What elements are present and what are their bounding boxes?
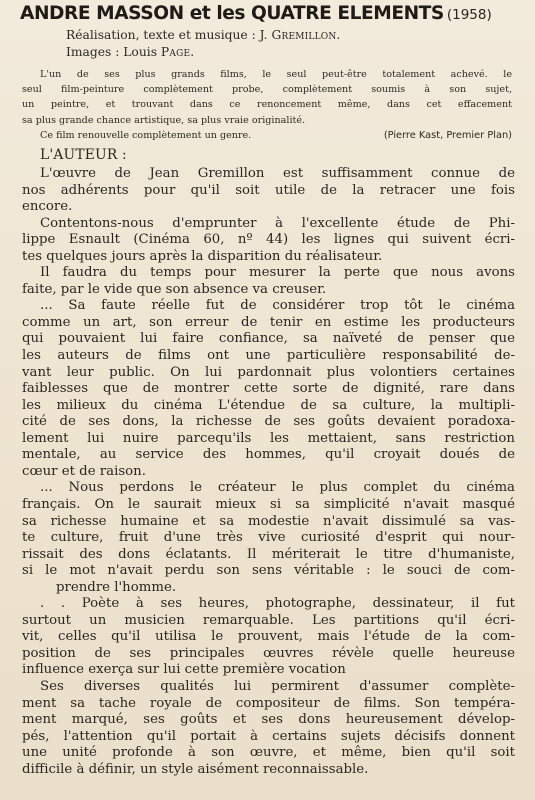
body-line: ment sa tache royale de compositeur de films. Son tempéra- — [22, 695, 515, 711]
body-line: position de ses principales œuvres révèle quelle heureuse — [22, 645, 515, 661]
article-header — [20, 3, 515, 26]
body-line: prendre l'homme. — [56, 579, 177, 595]
body-line: une unité profonde à son œuvre, et même, bien qu'il soit — [22, 745, 515, 761]
credit-realisation-prefix: Réalisation, texte et musique : J. — [66, 28, 272, 42]
quote-signature: (Pierre Kast, Premier Plan) — [383, 129, 512, 141]
film-year: (1958) — [446, 7, 492, 23]
film-title: ANDRE MASSON et les QUATRE ELEMENTS — [20, 3, 444, 24]
body-line: vit, celles qu'il utilisa le prouvent, mais l'étude de la com- — [22, 629, 515, 645]
body-line: surtout un musicien remarquable. Les partitions qu'il écri- — [22, 612, 515, 628]
body-line: tes quelques jours après la disparition du réalisateur. — [22, 248, 383, 264]
body-line: ... Nous perdons le créateur le plus complet du cinéma — [40, 480, 515, 496]
body-line: ment marqué, ses goûts et ses dons heureusement dévelop- — [22, 712, 515, 728]
body-line: lement lui nuire parcequ'ils les mettaient, sans restriction — [22, 430, 515, 446]
intro-line: L'un de ses plus grands films, le seul peut-être totalement achevé. le — [40, 69, 512, 80]
body-line: Il faudra du temps pour mesurer la perte que nous avons — [40, 265, 515, 281]
body-line: pés, l'attention qu'il portait à certains sujets décisifs donnent — [22, 728, 515, 744]
intro-last-line — [22, 128, 512, 143]
body-line: sa richesse humaine et sa modestie n'avait dissimulé sa vas- — [22, 513, 515, 529]
body-line: influence exerça sur lui cette première vocation — [22, 662, 346, 678]
body-line: rissait des dons éclatants. Il mériterait le titre d'humaniste, — [22, 546, 515, 562]
intro-line: sa plus grande chance artistique, sa plus vraie originalité. — [22, 114, 306, 126]
body-line: cité de ses dons, la richesse de ses goûts devaient poradoxa- — [22, 414, 515, 430]
section-title-author: L'AUTEUR : — [40, 147, 127, 164]
body-line: faite, par le vide que son absence va creuser. — [22, 281, 327, 297]
intro-closing-sentence: Ce film renouvelle complètement un genre. — [40, 129, 252, 141]
credit-realisation-name: Gremillon. — [271, 28, 341, 42]
body-line: . . Poète à ses heures, photographe, dessinateur, il fut — [40, 596, 515, 612]
body-line: difficile à définir, un style aisément reconnaissable. — [22, 761, 369, 777]
credit-realisation — [66, 27, 515, 44]
body-line: faiblesses que de montrer cette sorte de dignité, rare dans — [22, 381, 515, 397]
body-line: encore. — [22, 199, 73, 215]
body-line: mentale, au service des hommes, qu'il croyait doués de — [22, 447, 515, 463]
body-line: si le mot n'avait perdu son sens véritable : le souci de com- — [22, 563, 515, 579]
body-text — [22, 166, 515, 778]
intro-quote — [22, 67, 515, 143]
body-line: Contentons-nous d'emprunter à l'excellente étude de Phi- — [40, 215, 515, 231]
body-line: cœur et de raison. — [22, 463, 146, 479]
credit-images-name: Page. — [160, 45, 195, 59]
body-line: les auteurs de films ont une particulière responsabilité de- — [22, 348, 515, 364]
body-line: vant leur public. On lui pardonnait plus volontiers certaines — [22, 364, 515, 380]
body-line: ... Sa faute réelle fut de considérer trop tôt le cinéma — [40, 298, 515, 314]
credit-images — [66, 44, 515, 61]
body-line: nos adhérents pour qu'il soit utile de la retracer une fois — [22, 182, 515, 198]
intro-line: un peintre, et trouvant dans ce renoncement même, dans cet effacement — [22, 99, 512, 111]
body-line: qui pouvaient lui faire confiance, sa naïveté de penser que — [22, 331, 515, 347]
credit-images-prefix: Images : Louis — [66, 45, 161, 59]
body-line: les milieux du cinéma L'étendue de sa culture, la multipli- — [22, 397, 515, 413]
body-line: comme un art, son erreur de tenir en estime les producteurs — [22, 314, 515, 330]
body-line: L'œuvre de Jean Gremillon est suffisamment connue de — [40, 166, 515, 182]
body-line: lippe Esnault (Cinéma 60, nº 44) les lignes qui suivent écri- — [22, 232, 515, 248]
body-line: te culture, fruit d'une très vive curiosité d'esprit qui nour- — [22, 530, 515, 546]
intro-line: seul film-peinture complètement probe, complètement soumis à son sujet, — [22, 84, 512, 96]
body-line: français. On le saurait mieux si sa simplicité n'avait masqué — [22, 496, 515, 512]
body-line: Ses diverses qualités lui permirent d'assumer complète- — [40, 678, 515, 694]
